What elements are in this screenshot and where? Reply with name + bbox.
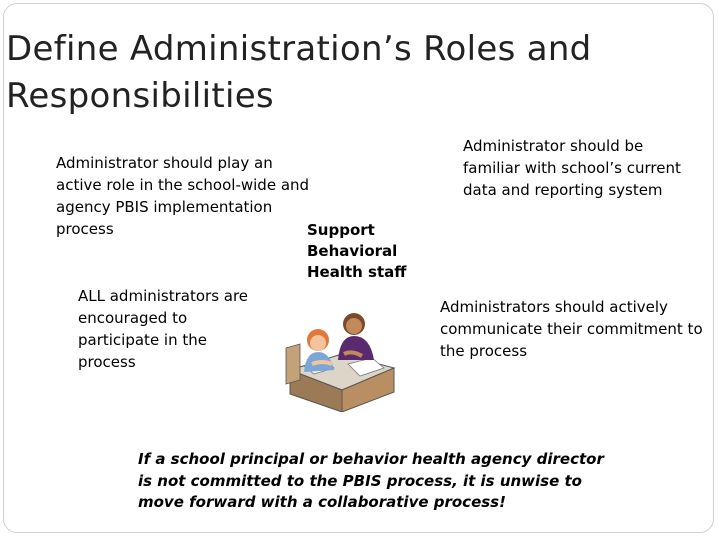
point-all-administrators: ALL administrators are encouraged to participate in the process — [78, 287, 249, 371]
footer-warning: If a school principal or behavior health agency director is not committed to the PBIS process, it is unwise to move forward with a collaborative process! — [138, 450, 604, 511]
point-active-role: Administrator should play an active role in the school-wide and agency PBIS implementation process — [56, 154, 310, 238]
teacher-student-clipart-icon — [282, 298, 398, 412]
point-communicate-commitment: Administrators should actively communicate their commitment to the process — [440, 298, 703, 360]
slide-title: Define Administration’s Roles and Responsibilities — [6, 29, 592, 116]
point-familiar-with-data: Administrator should be familiar with school’s current data and reporting system — [463, 137, 681, 199]
support-label: Support Behavioral Health staff — [307, 221, 407, 281]
